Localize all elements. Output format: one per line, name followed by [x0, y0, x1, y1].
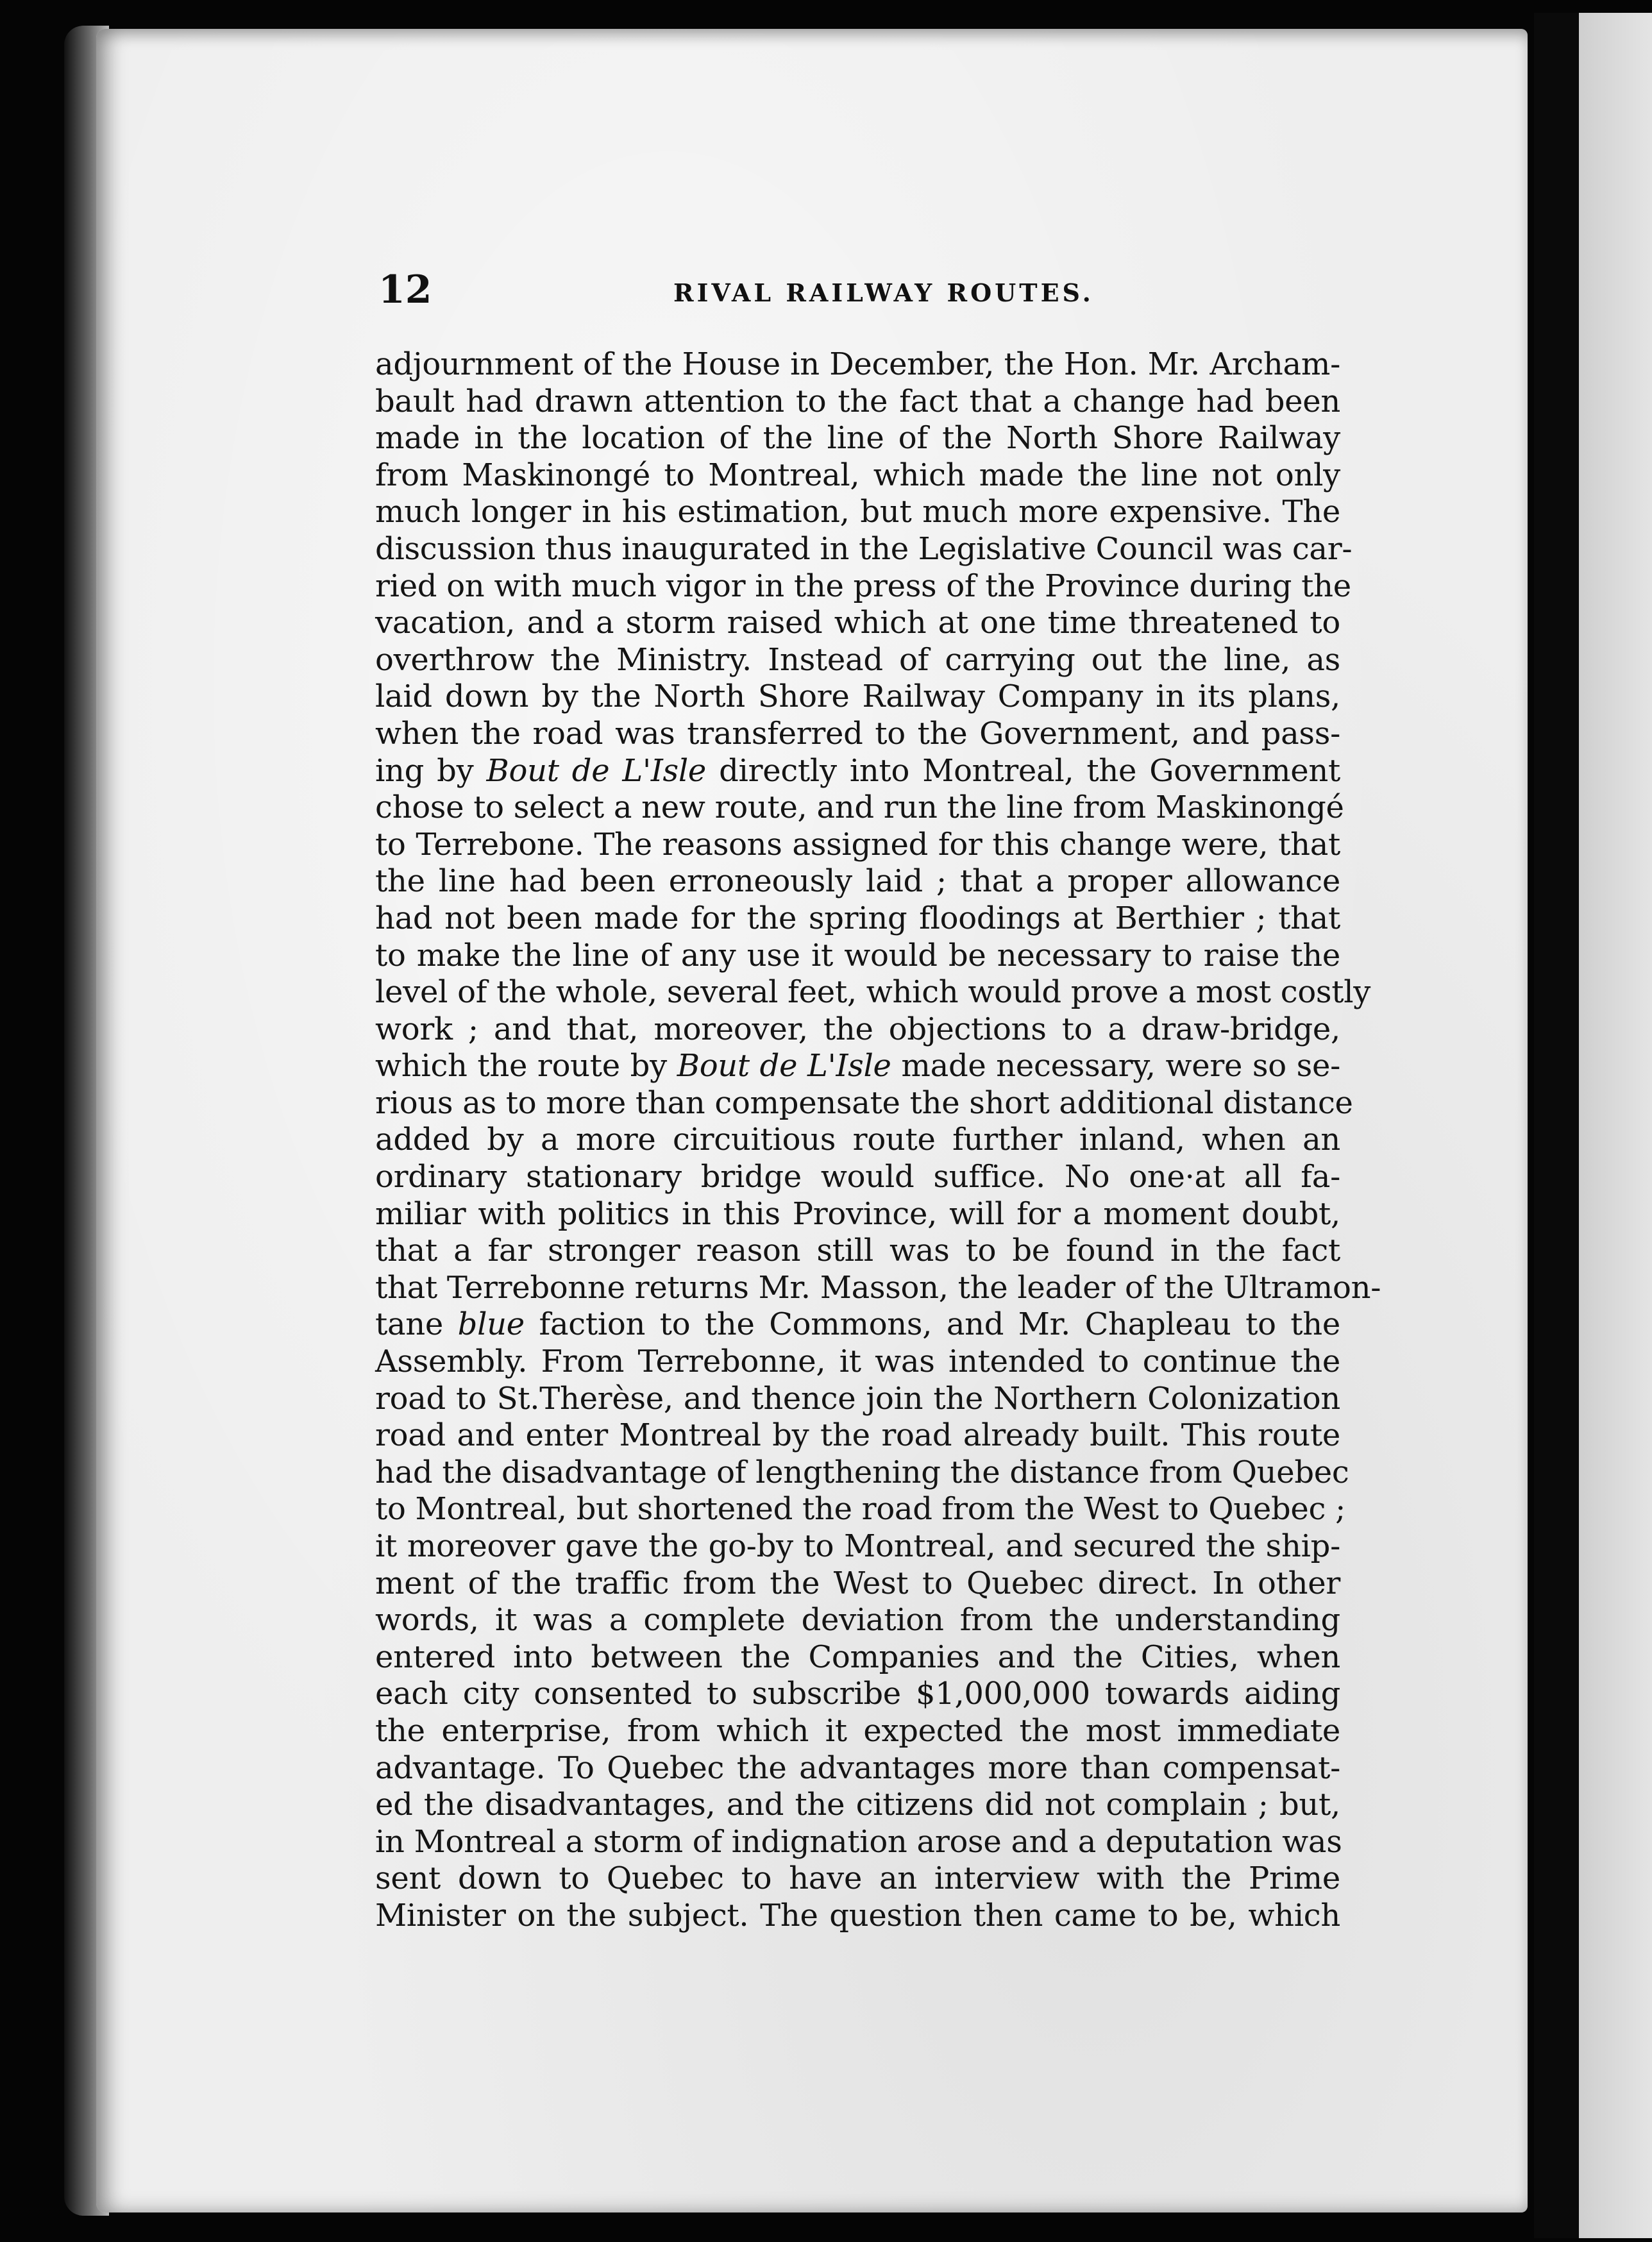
text-run: to Terrebone. The reasons assigned for this change were, that — [375, 826, 1340, 863]
text-run: in Montreal a storm of indignation arose and a deputation was — [375, 1823, 1342, 1860]
text-line — [375, 1860, 1340, 1898]
text-run: sent down to Quebec to have an interview with the Prime — [375, 1860, 1340, 1897]
text-run: made in the location of the line of the North Shore Railway — [375, 420, 1340, 457]
text-run: ing by — [375, 752, 487, 789]
text-run: to make the line of any use it would be necessary to raise the — [375, 937, 1340, 973]
text-line — [375, 1676, 1340, 1713]
text-line — [375, 827, 1340, 864]
text-line — [375, 1011, 1340, 1049]
text-run: that a far stronger reason still was to be found in the fact — [375, 1233, 1340, 1269]
text-line — [375, 1269, 1381, 1307]
text-line — [375, 530, 1353, 568]
text-run: faction to the Commons, and Mr. Chapleau to the — [524, 1306, 1340, 1343]
text-run: Minister on the subject. The question then came to be, which — [375, 1897, 1340, 1934]
text-line — [375, 384, 1340, 421]
text-line — [375, 1787, 1340, 1824]
text-line — [375, 789, 1344, 827]
text-line — [375, 1454, 1349, 1492]
text-line — [375, 420, 1340, 457]
italic-text-run: Bout de L'Isle — [486, 752, 707, 789]
text-line — [375, 863, 1340, 900]
text-line — [375, 494, 1340, 531]
text-line — [375, 678, 1340, 716]
text-line — [375, 605, 1340, 642]
text-run: the enterprise, from which it expected the most immediate — [375, 1712, 1340, 1749]
text-run: tane — [375, 1306, 458, 1343]
text-line — [375, 1565, 1340, 1603]
text-run: miliar with politics in this Province, will for a moment doubt, — [375, 1195, 1340, 1232]
text-line — [375, 457, 1340, 494]
page-header — [378, 264, 1340, 316]
text-line — [375, 1233, 1340, 1270]
text-run: ment of the traffic from the West to Quebec direct. In other — [375, 1565, 1340, 1601]
italic-text-run: Bout de L'Isle — [677, 1048, 891, 1084]
text-run: work ; and that, moreover, the objections to a draw-bridge, — [375, 1011, 1340, 1047]
text-line — [375, 938, 1340, 975]
text-line — [375, 1306, 1340, 1344]
text-run: advantage. To Quebec the advantages more than compensat- — [375, 1749, 1340, 1786]
body-text — [375, 346, 1381, 1935]
text-run: each city consented to subscribe $1,000,000 towards aiding — [375, 1676, 1340, 1712]
text-line — [375, 1750, 1340, 1787]
text-run: rious as to more than compensate the short additional distance — [375, 1084, 1353, 1121]
text-run: directly into Montreal, the Government — [706, 752, 1340, 789]
text-run: from Maskinongé to Montreal, which made the line not only — [375, 457, 1340, 493]
text-run: laid down by the North Shore Railway Company in its plans, — [375, 678, 1340, 715]
text-run: made necessary, were so se- — [891, 1048, 1340, 1084]
text-line — [375, 1048, 1340, 1085]
text-run: to Montreal, but shortened the road from the West to Quebec ; — [375, 1491, 1345, 1528]
text-line — [375, 568, 1351, 605]
text-line — [375, 1528, 1340, 1565]
text-run: that Terrebonne returns Mr. Masson, the leader of the Ultramon- — [375, 1269, 1381, 1306]
text-line — [375, 1602, 1340, 1639]
running-head: RIVAL RAILWAY ROUTES. — [673, 278, 1094, 307]
text-run: entered into between the Companies and the Cities, when — [375, 1639, 1340, 1675]
text-line — [375, 346, 1340, 384]
text-run: ried on with much vigor in the press of the Province during the — [375, 568, 1351, 604]
text-run: much longer in his estimation, but much more expensive. The — [375, 494, 1340, 530]
book-spine — [1534, 13, 1579, 2238]
text-run: it moreover gave the go-by to Montreal, and secured the ship- — [375, 1528, 1340, 1564]
text-line — [375, 1196, 1340, 1233]
text-line — [375, 1159, 1340, 1196]
facing-page-edge — [1579, 13, 1652, 2238]
text-run: bault had drawn attention to the fact that a change had been — [375, 383, 1340, 419]
text-run: when the road was transferred to the Government, and pass- — [375, 715, 1340, 752]
text-run: road and enter Montreal by the road already built. This route — [375, 1417, 1340, 1454]
text-run: the line had been erroneously laid ; that a proper allowance — [375, 863, 1340, 900]
page-number: 12 — [378, 267, 432, 312]
text-line — [375, 1639, 1340, 1676]
text-run: adjournment of the House in December, the Hon. Mr. Archam- — [375, 346, 1340, 382]
text-run: Assembly. From Terrebonne, it was intended to continue the — [375, 1344, 1340, 1380]
text-run: added by a more circuitious route further inland, when an — [375, 1122, 1340, 1158]
text-run: overthrow the Ministry. Instead of carrying out the line, as — [375, 641, 1340, 678]
text-run: ed the disadvantages, and the citizens did not complain ; but, — [375, 1787, 1340, 1823]
text-line — [375, 1898, 1340, 1935]
text-line — [375, 974, 1371, 1011]
text-run: ordinary stationary bridge would suffice. No one·at all fa- — [375, 1159, 1340, 1195]
text-run: had the disadvantage of lengthening the distance from Quebec — [375, 1454, 1349, 1490]
text-line — [375, 1491, 1345, 1528]
text-line — [375, 1824, 1340, 1861]
text-run: level of the whole, several feet, which would prove a most costly — [375, 974, 1371, 1011]
text-run: vacation, and a storm raised which at one time threatened to — [375, 605, 1340, 641]
text-line — [375, 716, 1340, 753]
text-line — [375, 1417, 1340, 1454]
text-line — [375, 1122, 1340, 1159]
text-line — [375, 1344, 1340, 1381]
text-run: had not been made for the spring floodings at Berthier ; that — [375, 900, 1340, 936]
text-line — [375, 1084, 1353, 1122]
text-line — [375, 1381, 1340, 1418]
text-line — [375, 642, 1340, 679]
italic-text-run: blue — [457, 1306, 525, 1343]
text-run: discussion thus inaugurated in the Legislative Council was car- — [375, 530, 1353, 567]
text-line — [375, 1713, 1340, 1750]
text-run: road to St.Therèse, and thence join the Northern Colonization — [375, 1380, 1340, 1417]
text-line — [375, 900, 1340, 938]
text-line — [375, 753, 1340, 790]
text-run: which the route by — [375, 1048, 677, 1084]
text-run: words, it was a complete deviation from the understanding — [375, 1602, 1340, 1639]
text-run: chose to select a new route, and run the line from Maskinongé — [375, 789, 1344, 826]
